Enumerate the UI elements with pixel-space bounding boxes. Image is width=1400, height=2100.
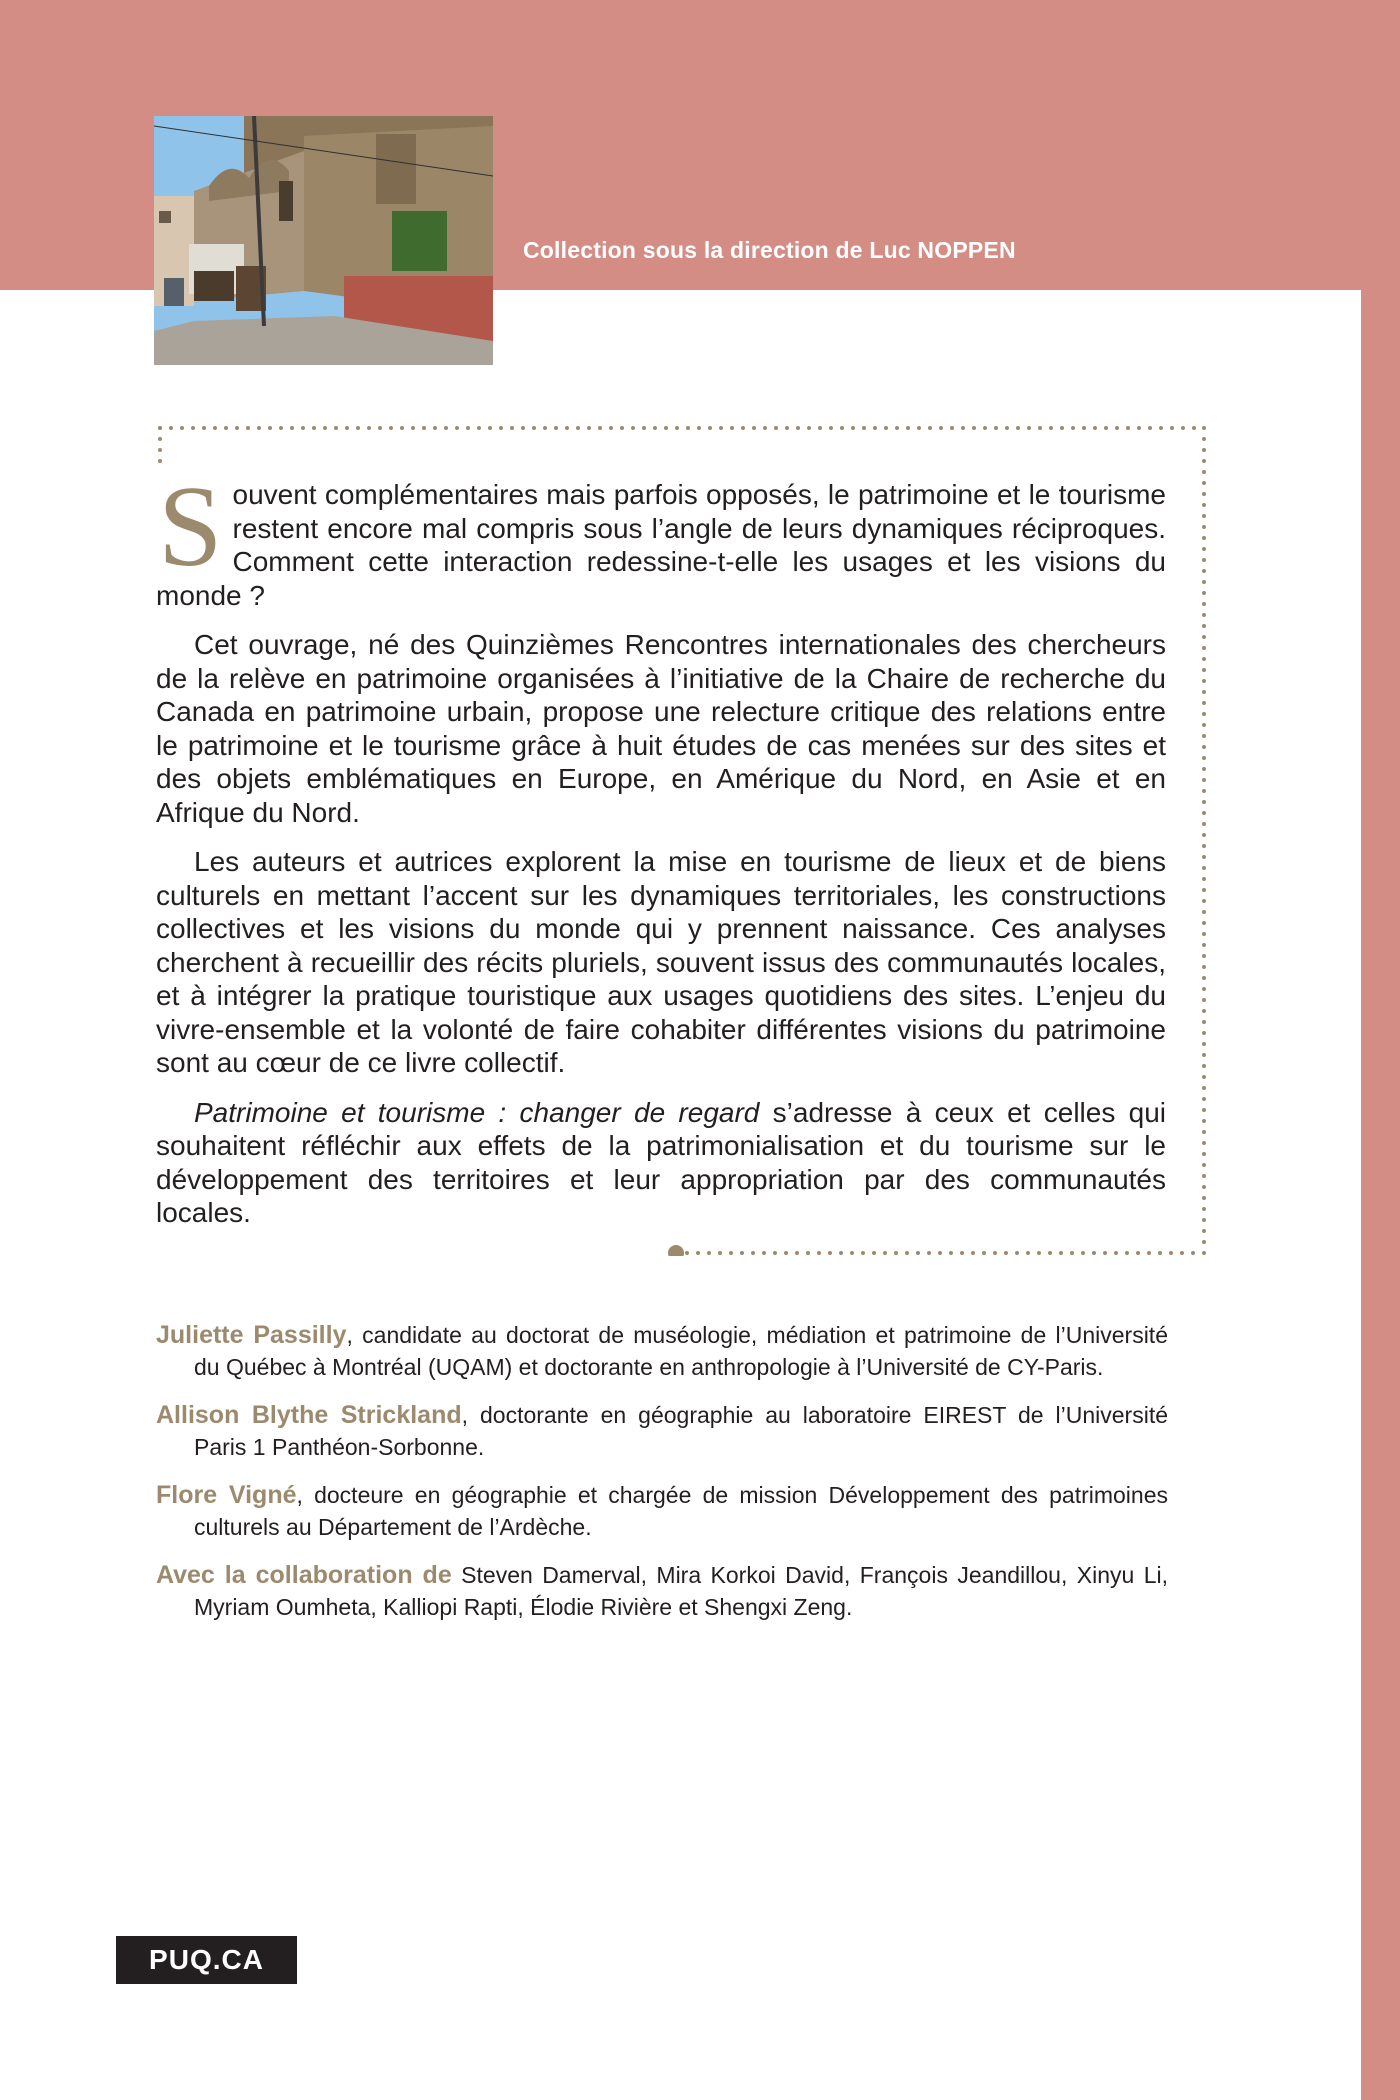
summary-paragraph-1: Souvent complémentaires mais parfois opposés, le patrimoine et le tourisme restent encore mal compris sous l’angle de leurs dynamiques réciproques. Comment cette interaction redessine-t-elle les usages et les visions du monde ? — [156, 463, 1166, 611]
author-list — [156, 1319, 1168, 1639]
collaborators-list: Steven Damerval, Mira Korkoi David, François Jeandillou, Xinyu Li, Myriam Oumheta, Kalliopi Rapti, Élodie Rivière et Shengxi Zeng. — [194, 1562, 1168, 1620]
publisher-badge: PUQ.CA — [116, 1936, 297, 1984]
author-bio: , doctorante en géographie au laboratoire EIREST de l’Université Paris 1 Panthéon-Sorbonne. — [194, 1402, 1168, 1460]
author-bio: , docteure en géographie et chargée de mission Développement des patrimoines culturels au Département de l’Ardèche. — [194, 1482, 1168, 1540]
street-scene-image — [154, 116, 493, 365]
summary-paragraph-4: Patrimoine et tourisme : changer de regard s’adresse à ceux et celles qui souhaitent réfléchir aux effets de la patrimonialisation et du tourisme sur le développement des territoires et leur appropriation par des communautés locales. — [156, 1096, 1166, 1228]
author-name: Juliette Passilly — [156, 1321, 347, 1349]
collaborators-entry — [156, 1559, 1168, 1623]
back-cover-summary — [156, 463, 1166, 1246]
author-bio: , candidate au doctorat de muséologie, médiation et patrimoine de l’Université du Québec à Montréal (UQAM) et doctorante en anthropologie à l’Université de CY-Paris. — [194, 1322, 1168, 1380]
collaborators-label: Avec la collaboration de — [156, 1561, 452, 1589]
book-title: Patrimoine et tourisme : changer de regard — [194, 1096, 760, 1128]
summary-paragraph-2: Cet ouvrage, né des Quinzièmes Rencontres internationales des chercheurs de la relève en patrimoine organisées à l’initiative de la Chaire de recherche du Canada en patrimoine urbain, propose une relecture critique des relations entre le patrimoine et le tourisme grâce à huit études de cas menées sur des sites et des objets emblématiques en Europe, en Amérique du Nord, en Asie et en Afrique du Nord. — [156, 629, 1166, 828]
author-entry — [156, 1319, 1168, 1383]
collection-director-line: Collection sous la direction de Luc NOPPEN — [523, 237, 1016, 263]
drop-cap: S — [158, 463, 223, 591]
right-color-band — [1361, 0, 1400, 2100]
cover-photo — [154, 116, 493, 365]
author-entry — [156, 1479, 1168, 1543]
author-name: Flore Vigné — [156, 1481, 297, 1509]
summary-paragraph-3: Les auteurs et autrices explorent la mise en tourisme de lieux et de biens culturels en mettant l’accent sur les dynamiques territoriales, les constructions collectives et les visions du monde qui y prennent naissance. Ces analyses cherchent à recueillir des récits pluriels, souvent issus des communautés locales, et à intégrer la pratique touristique aux usages quotidiens des sites. L’enjeu du vivre-ensemble et la volonté de faire cohabiter différentes visions du patrimoine sont au cœur de ce livre collectif. — [156, 846, 1166, 1078]
author-name: Allison Blythe Strickland — [156, 1401, 462, 1429]
author-entry — [156, 1399, 1168, 1463]
